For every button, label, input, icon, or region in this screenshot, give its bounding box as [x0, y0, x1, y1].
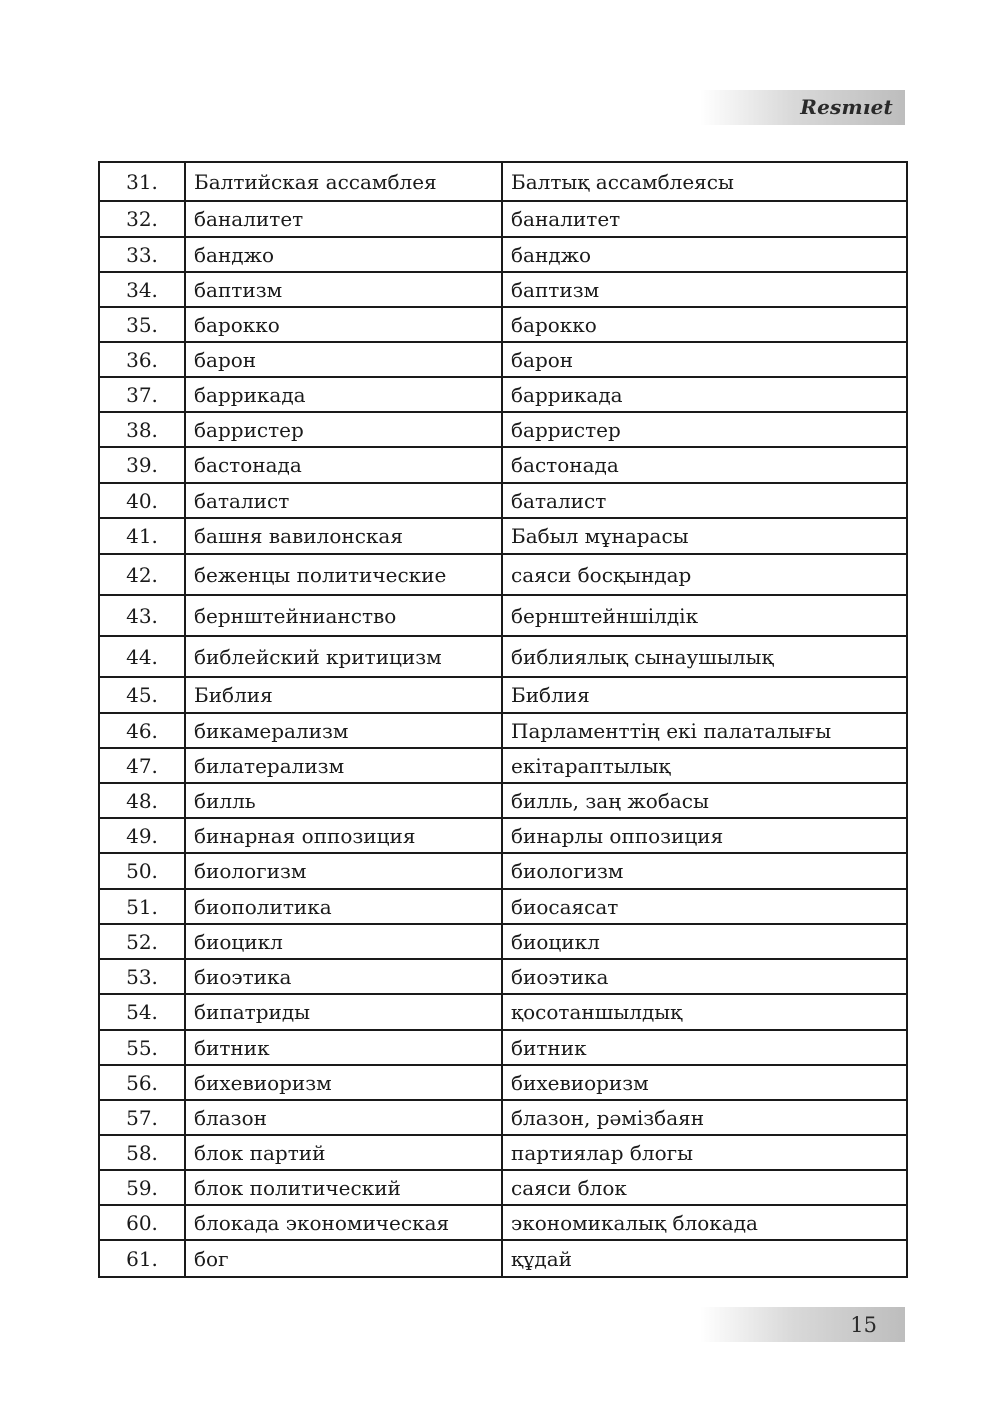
- term-russian: билль: [185, 783, 502, 818]
- row-number: 50.: [99, 853, 185, 889]
- row-number: 42.: [99, 554, 185, 595]
- term-kazakh: банджо: [502, 237, 907, 272]
- table-row: [99, 162, 907, 201]
- row-number: 49.: [99, 818, 185, 853]
- table-row: [99, 307, 907, 342]
- term-kazakh: саяси босқындар: [502, 554, 907, 595]
- term-kazakh: Парламенттің екі палаталығы: [502, 713, 907, 748]
- term-kazakh: биосаясат: [502, 889, 907, 924]
- row-number: 55.: [99, 1030, 185, 1065]
- table-row: [99, 595, 907, 636]
- term-russian: бинарная оппозиция: [185, 818, 502, 853]
- table-row: [99, 1065, 907, 1100]
- term-russian: биологизм: [185, 853, 502, 889]
- table-row: [99, 201, 907, 237]
- row-number: 56.: [99, 1065, 185, 1100]
- term-russian: бипатриды: [185, 994, 502, 1030]
- table-row: [99, 1170, 907, 1205]
- table-row: [99, 1135, 907, 1170]
- term-kazakh: битник: [502, 1030, 907, 1065]
- table-row: [99, 889, 907, 924]
- running-header: [700, 90, 905, 125]
- page-number: 15: [850, 1313, 877, 1337]
- page-footer: [700, 1307, 905, 1342]
- term-russian: битник: [185, 1030, 502, 1065]
- row-number: 53.: [99, 959, 185, 994]
- row-number: 34.: [99, 272, 185, 307]
- table-row: [99, 636, 907, 677]
- term-russian: бикамерализм: [185, 713, 502, 748]
- term-kazakh: экономикалық блокада: [502, 1205, 907, 1240]
- term-kazakh: баррикада: [502, 377, 907, 412]
- table-row: [99, 713, 907, 748]
- term-russian: Балтийская ассамблея: [185, 162, 502, 201]
- term-russian: баптизм: [185, 272, 502, 307]
- term-russian: бастонада: [185, 447, 502, 483]
- row-number: 35.: [99, 307, 185, 342]
- term-kazakh: қосотаншылдық: [502, 994, 907, 1030]
- term-russian: биополитика: [185, 889, 502, 924]
- term-kazakh: бернштейншілдік: [502, 595, 907, 636]
- term-kazakh: құдай: [502, 1240, 907, 1277]
- table-row: [99, 412, 907, 447]
- term-kazakh: баналитет: [502, 201, 907, 237]
- term-russian: блок партий: [185, 1135, 502, 1170]
- row-number: 58.: [99, 1135, 185, 1170]
- row-number: 57.: [99, 1100, 185, 1135]
- term-russian: бихевиоризм: [185, 1065, 502, 1100]
- term-kazakh: бастонада: [502, 447, 907, 483]
- table-row: [99, 1240, 907, 1277]
- table-row: [99, 342, 907, 377]
- row-number: 45.: [99, 677, 185, 713]
- table-row: [99, 1100, 907, 1135]
- term-russian: беженцы политические: [185, 554, 502, 595]
- term-russian: баналитет: [185, 201, 502, 237]
- term-russian: блазон: [185, 1100, 502, 1135]
- term-kazakh: бихевиоризм: [502, 1065, 907, 1100]
- term-kazakh: биоцикл: [502, 924, 907, 959]
- row-number: 38.: [99, 412, 185, 447]
- row-number: 43.: [99, 595, 185, 636]
- table-row: [99, 447, 907, 483]
- term-russian: барон: [185, 342, 502, 377]
- term-kazakh: библиялық сынаушылық: [502, 636, 907, 677]
- term-russian: билатерализм: [185, 748, 502, 783]
- term-kazakh: партиялар блогы: [502, 1135, 907, 1170]
- term-russian: бернштейнианство: [185, 595, 502, 636]
- row-number: 61.: [99, 1240, 185, 1277]
- table-row: [99, 818, 907, 853]
- table-row: [99, 483, 907, 518]
- term-russian: Библия: [185, 677, 502, 713]
- row-number: 33.: [99, 237, 185, 272]
- row-number: 51.: [99, 889, 185, 924]
- term-russian: барокко: [185, 307, 502, 342]
- table-row: [99, 377, 907, 412]
- table-row: [99, 959, 907, 994]
- term-kazakh: екітараптылық: [502, 748, 907, 783]
- row-number: 54.: [99, 994, 185, 1030]
- table-row: [99, 853, 907, 889]
- term-kazakh: бинарлы оппозиция: [502, 818, 907, 853]
- row-number: 36.: [99, 342, 185, 377]
- row-number: 32.: [99, 201, 185, 237]
- table-row: [99, 748, 907, 783]
- row-number: 47.: [99, 748, 185, 783]
- term-russian: бог: [185, 1240, 502, 1277]
- term-kazakh: биологизм: [502, 853, 907, 889]
- term-russian: биоэтика: [185, 959, 502, 994]
- term-russian: блок политический: [185, 1170, 502, 1205]
- table-row: [99, 272, 907, 307]
- term-kazakh: барокко: [502, 307, 907, 342]
- row-number: 60.: [99, 1205, 185, 1240]
- term-russian: баталист: [185, 483, 502, 518]
- row-number: 31.: [99, 162, 185, 201]
- table-row: [99, 677, 907, 713]
- term-russian: блокада экономическая: [185, 1205, 502, 1240]
- table-row: [99, 554, 907, 595]
- row-number: 37.: [99, 377, 185, 412]
- row-number: 48.: [99, 783, 185, 818]
- table-row: [99, 994, 907, 1030]
- row-number: 39.: [99, 447, 185, 483]
- row-number: 46.: [99, 713, 185, 748]
- table-row: [99, 1030, 907, 1065]
- term-kazakh: барон: [502, 342, 907, 377]
- term-kazakh: билль, заң жобасы: [502, 783, 907, 818]
- term-kazakh: Библия: [502, 677, 907, 713]
- term-russian: библейский критицизм: [185, 636, 502, 677]
- term-russian: башня вавилонская: [185, 518, 502, 554]
- term-russian: биоцикл: [185, 924, 502, 959]
- table-row: [99, 924, 907, 959]
- row-number: 40.: [99, 483, 185, 518]
- term-kazakh: Бабыл мұнарасы: [502, 518, 907, 554]
- table-row: [99, 518, 907, 554]
- row-number: 52.: [99, 924, 185, 959]
- row-number: 44.: [99, 636, 185, 677]
- term-kazakh: баптизм: [502, 272, 907, 307]
- term-russian: банджо: [185, 237, 502, 272]
- terms-table: [98, 161, 908, 1278]
- term-russian: баррикада: [185, 377, 502, 412]
- term-kazakh: Балтық ассамблеясы: [502, 162, 907, 201]
- table-row: [99, 1205, 907, 1240]
- term-kazakh: баталист: [502, 483, 907, 518]
- table-row: [99, 237, 907, 272]
- terms-table-body: [99, 162, 907, 1277]
- table-row: [99, 783, 907, 818]
- row-number: 59.: [99, 1170, 185, 1205]
- row-number: 41.: [99, 518, 185, 554]
- term-kazakh: блазон, рәмізбаян: [502, 1100, 907, 1135]
- term-russian: барристер: [185, 412, 502, 447]
- term-kazakh: саяси блок: [502, 1170, 907, 1205]
- term-kazakh: биоэтика: [502, 959, 907, 994]
- term-kazakh: барристер: [502, 412, 907, 447]
- header-title: Resmıet: [800, 95, 893, 119]
